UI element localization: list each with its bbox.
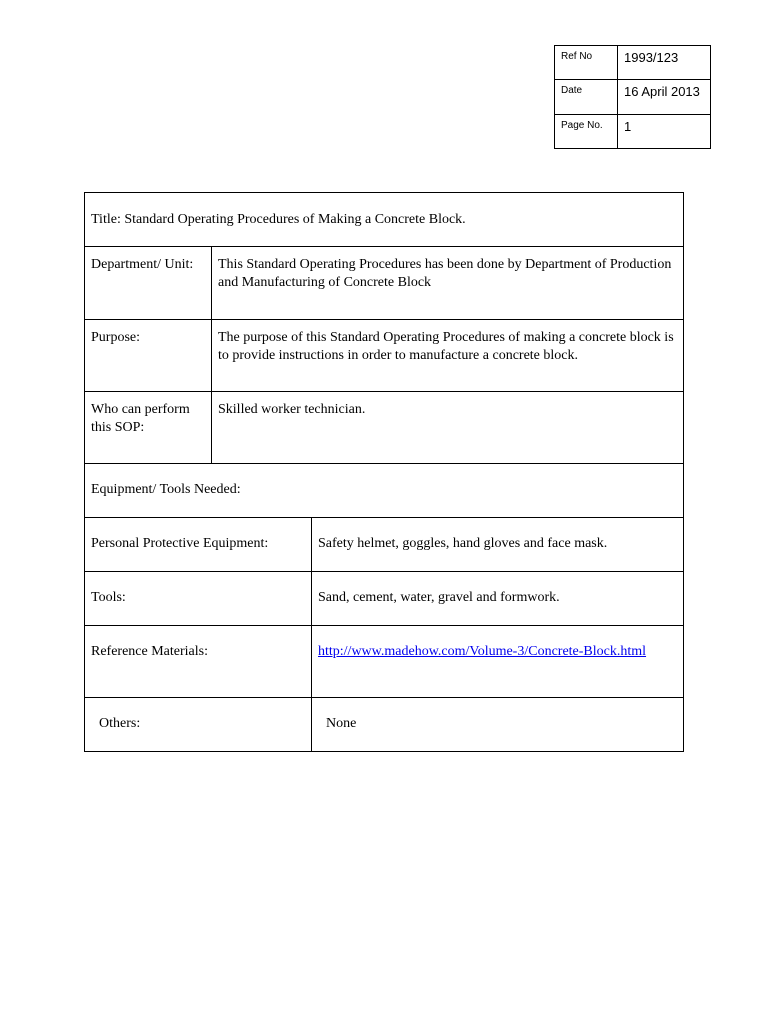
others-label: Others:: [99, 716, 141, 731]
sop-table: [84, 192, 684, 752]
department-row: [85, 246, 683, 319]
who-row: [85, 391, 683, 463]
date-label: Date: [555, 80, 618, 114]
who-value: Skilled worker technician.: [211, 392, 683, 463]
equipment-header: Equipment/ Tools Needed:: [91, 482, 241, 497]
others-row: [85, 697, 683, 751]
reference-link[interactable]: http://www.madehow.com/Volume-3/Concrete-Block.html: [318, 644, 647, 659]
purpose-label: Purpose:: [91, 330, 140, 345]
equipment-row: [85, 463, 683, 517]
department-value: This Standard Operating Procedures has been done by Department of Production and Manufacturing of Concrete Block: [211, 247, 683, 319]
page-no-value: 1: [618, 114, 711, 148]
ref-no-label: Ref No: [555, 46, 618, 80]
purpose-value: The purpose of this Standard Operating Procedures of making a concrete block is to provide instructions in order to manufacture a concrete block.: [211, 320, 683, 391]
page-no-label: Page No.: [555, 114, 618, 148]
ref-no-value: 1993/123: [618, 46, 711, 80]
department-label: Department/ Unit:: [91, 257, 194, 272]
ppe-row: [85, 517, 683, 571]
reference-label: Reference Materials:: [91, 644, 208, 659]
tools-row: [85, 571, 683, 625]
others-value: None: [311, 698, 683, 751]
reference-table: [554, 45, 711, 149]
reference-row: [85, 625, 683, 697]
tools-value: Sand, cement, water, gravel and formwork.: [311, 572, 683, 625]
ppe-value: Safety helmet, goggles, hand gloves and face mask.: [311, 518, 683, 571]
reference-cell: [311, 626, 683, 697]
title-row: [85, 193, 683, 246]
purpose-row: [85, 319, 683, 391]
who-label: Who can perform this SOP:: [91, 402, 190, 435]
sop-title: Title: Standard Operating Procedures of Making a Concrete Block.: [91, 212, 466, 227]
ppe-label: Personal Protective Equipment:: [91, 536, 269, 551]
tools-label: Tools:: [91, 590, 126, 605]
date-value: 16 April 2013: [618, 80, 711, 114]
